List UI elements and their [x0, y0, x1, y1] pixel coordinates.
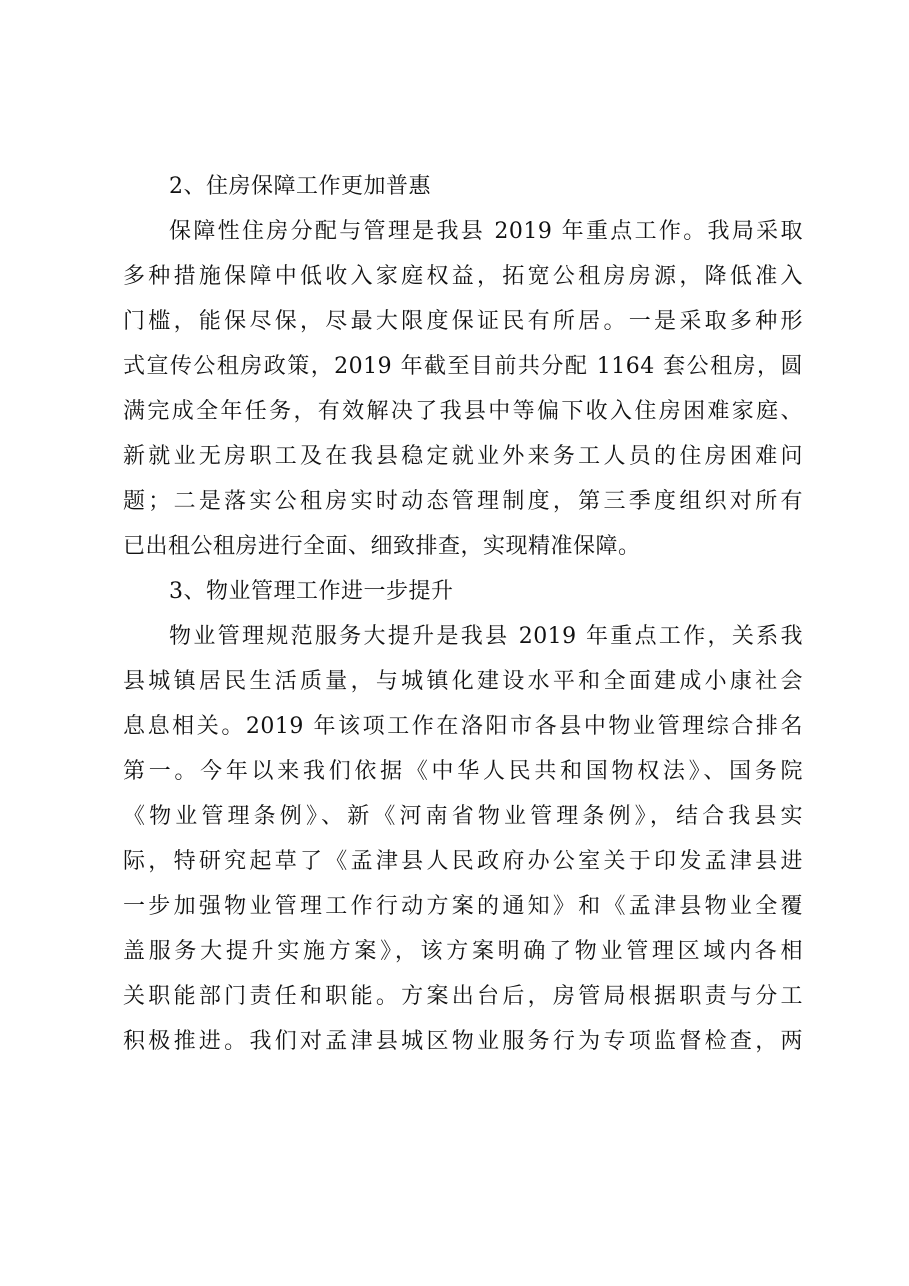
paragraph-line: 新就业无房职工及在我县稳定就业外来务工人员的住房困难问 [123, 444, 803, 469]
paragraph-line: 第一。今年以来我们依据《中华人民共和国物权法》、国务院 [123, 759, 803, 784]
section-heading-housing: 2、住房保障工作更加普惠 [169, 174, 431, 199]
paragraph-line: 际，特研究起草了《孟津县人民政府办公室关于印发孟津县进 [123, 849, 803, 874]
paragraph-line: 已出租公租房进行全面、细致排查，实现精准保障。 [123, 534, 641, 559]
paragraph-line: 物业管理规范服务大提升是我县 2019 年重点工作，关系我 [169, 624, 803, 649]
paragraph-line: 题；二是落实公租房实时动态管理制度，第三季度组织对所有 [123, 489, 803, 514]
paragraph-line: 县城镇居民生活质量，与城镇化建设水平和全面建成小康社会 [123, 669, 803, 694]
paragraph-line: 盖服务大提升实施方案》，该方案明确了物业管理区域内各相 [123, 939, 803, 964]
paragraph-line: 多种措施保障中低收入家庭权益，拓宽公租房房源，降低准入 [123, 264, 803, 289]
document-page [123, 164, 803, 1064]
paragraph-line: 式宣传公租房政策，2019 年截至目前共分配 1164 套公租房，圆 [123, 354, 803, 379]
paragraph-line: 满完成全年任务，有效解决了我县中等偏下收入住房困难家庭、 [123, 399, 803, 424]
paragraph-line: 关职能部门责任和职能。方案出台后，房管局根据职责与分工 [123, 984, 803, 1009]
paragraph-line: 《物业管理条例》、新《河南省物业管理条例》，结合我县实 [123, 804, 803, 829]
paragraph-line: 门槛，能保尽保，尽最大限度保证民有所居。一是采取多种形 [123, 309, 803, 334]
paragraph-line: 一步加强物业管理工作行动方案的通知》和《孟津县物业全覆 [123, 894, 803, 919]
paragraph-line: 积极推进。我们对孟津县城区物业服务行为专项监督检查，两 [123, 1029, 803, 1054]
paragraph-line: 保障性住房分配与管理是我县 2019 年重点工作。我局采取 [169, 219, 803, 244]
paragraph-line: 息息相关。2019 年该项工作在洛阳市各县中物业管理综合排名 [123, 714, 803, 739]
section-heading-property: 3、物业管理工作进一步提升 [169, 579, 454, 604]
